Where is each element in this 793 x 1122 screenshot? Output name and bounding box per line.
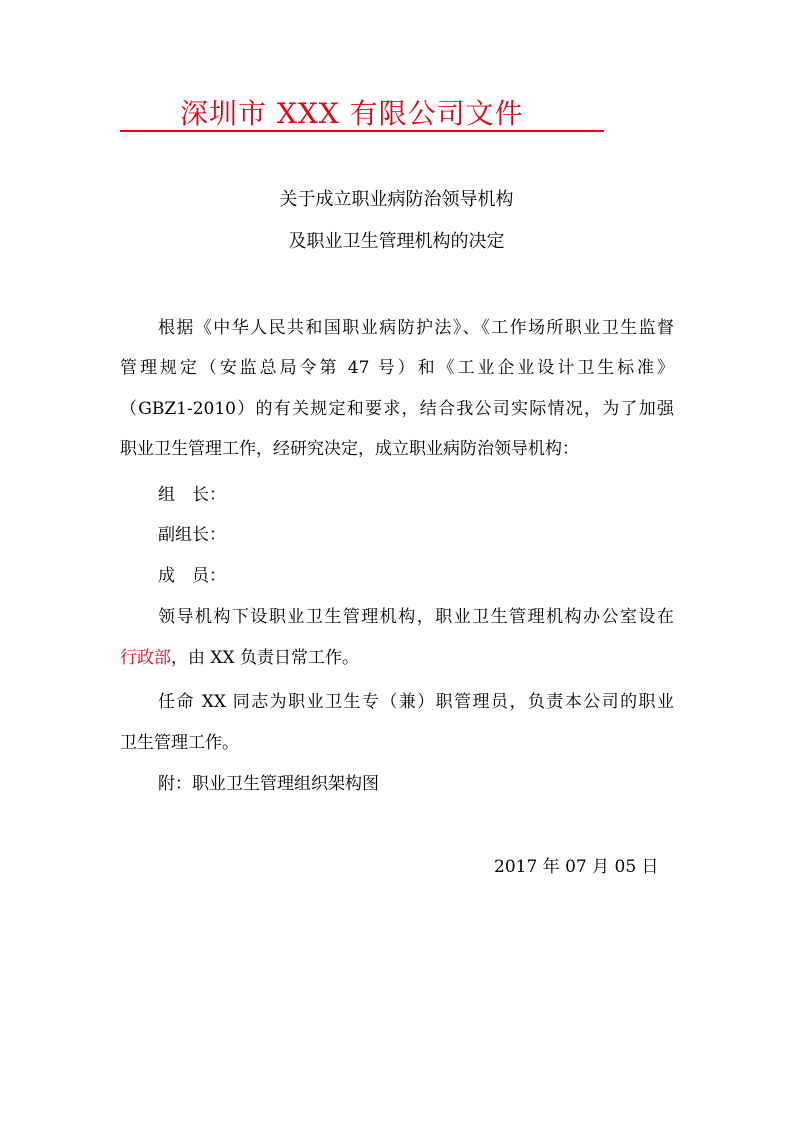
paragraph-1-line-1: 根据《中华人民共和国职业病防护法》、《工作场所职业卫生监督 [158, 318, 674, 338]
paragraph-3-line-1: 任命 XX 同志为职业卫生专（兼）职管理员，负责本公司的职业 [158, 692, 674, 712]
header-red-rule [120, 130, 604, 132]
paragraph-1-line-3: （GBZ1-2010）的有关规定和要求，结合我公司实际情况，为了加强 [120, 399, 674, 419]
paragraph-3-line-2: 卫生管理工作。 [120, 733, 239, 753]
role-members-label: 成 员： [158, 566, 226, 586]
paragraph-1-line-2: 管理规定（安监总局令第 47 号）和《工业企业设计卫生标准》 [120, 358, 674, 378]
paragraph-2-line-2 [120, 646, 359, 670]
role-leader-label: 组 长： [158, 485, 226, 505]
paragraph-2-line-1: 领导机构下设职业卫生管理机构，职业卫生管理机构办公室设在 [158, 607, 674, 627]
document-title-line-1: 关于成立职业病防治领导机构 [279, 189, 514, 210]
paragraph-1-line-4: 职业卫生管理工作，经研究决定，成立职业病防治领导机构： [120, 439, 579, 459]
company-header-title: 深圳市 XXX 有限公司文件 [180, 97, 524, 130]
paragraph-2-line-2-rest: ，由 XX 负责日常工作。 [171, 648, 360, 668]
document-title-line-2: 及职业卫生管理机构的决定 [288, 231, 505, 252]
department-highlight: 行政部 [120, 648, 171, 668]
role-deputy-label: 副组长： [158, 525, 226, 545]
attachment-note: 附：职业卫生管理组织架构图 [158, 774, 379, 794]
document-date: 2017 年 07 月 05 日 [494, 857, 659, 877]
